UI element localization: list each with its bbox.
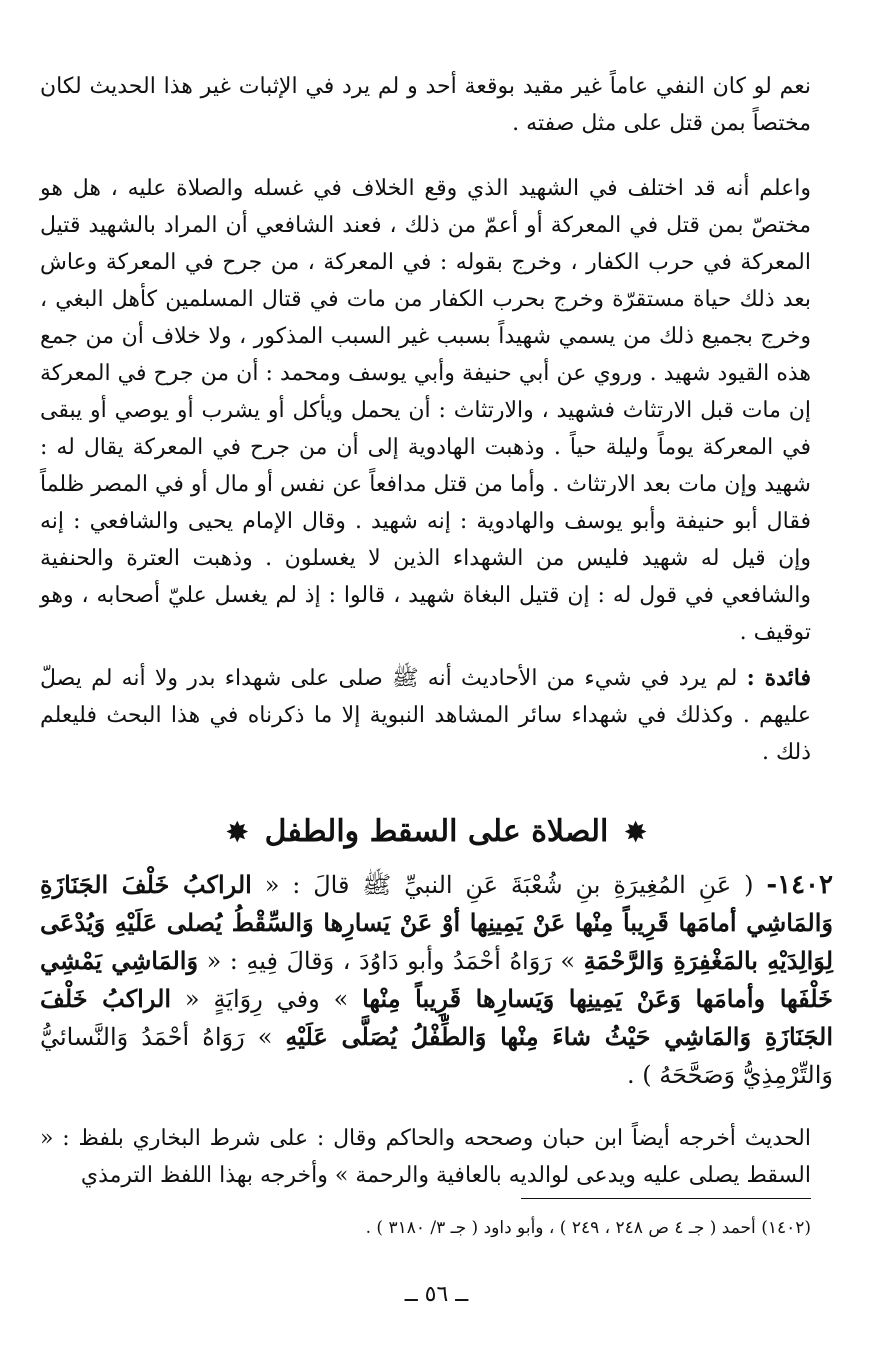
hadith-number: ١٤٠٢- bbox=[766, 870, 833, 900]
paragraph-martyr-discussion: واعلم أنه قد اختلف في الشهيد الذي وقع الخلاف في غسله والصلاة عليه ، هل هو مختصّ بمن قتل في المعركة أو أعمّ من ذلك ، فعند الشافعي أن المراد بالشهيد قتيل المعركة في حرب الكفار ، وخرج بقوله : في المعركة ، من جرح في المعركة وعاش بعد ذلك حياة مستقرّة وخرج بحرب الكفار من مات في قتال المسلمين كأهل البغي ، وخرج بجميع ذلك من يسمي شهيداً بسبب غير السبب المذكور ، ولا خلاف أن من جمع هذه القيود شهيد . وروي عن أبي حنيفة وأبي يوسف ومحمد : أن من جرح في المعركة إن مات قبل الارتثاث فشهيد ، والارتثاث : أن يحمل ويأكل أو يشرب أو يوصي أو يبقى في المعركة يوماً وليلة حياً . وذهبت الهادوية إلى أن من جرح في المعركة يقال له : شهيد وإن مات بعد الارتثاث . وأما من قتل مدافعاً عن نفس أو مال أو في المصر ظلماً فقال أبو حنيفة وأبو يوسف والهادوية : إنه شهيد . وقال الإمام يحيى والشافعي : إنه وإن قيل له شهيد فليس من الشهداء الذين لا يغسلون . وذهبت العترة والحنفية والشافعي في قول له : إن قتيل البغاة شهيد ، قالوا : إذ لم يغسل عليّ أصحابه ، وهو توقيف . bbox=[40, 176, 811, 645]
hadith-intro: ( عَنِ المُغِيرَةِ بنِ شُعْبَةَ عَنِ النبيِّ ﷺ قالَ : « bbox=[264, 871, 754, 899]
section-title: الصلاة على السقط والطفل bbox=[264, 814, 609, 849]
hadith-block bbox=[40, 866, 833, 1094]
paragraph-intro: نعم لو كان النفي عاماً غير مقيد بوقعة أحد و لم يرد في الإثبات غير هذا الحديث لكان مختصاً بمن قتل على مثل صفته . bbox=[40, 74, 811, 136]
paragraph-benefit bbox=[40, 660, 811, 771]
hadith-narration-2: » وفي رِوَايَةٍ « bbox=[184, 985, 349, 1013]
footnote-divider bbox=[521, 1198, 811, 1199]
benefit-text: لم يرد في شيء من الأحاديث أنه ﷺ صلى على شهداء بدر ولا أنه لم يصلّ عليهم . وكذلك في شهداء سائر المشاهد النبوية إلا ما ذكرناه في هذا البحث فليعلم ذلك . bbox=[40, 666, 811, 765]
ornament-star-icon: ✸ bbox=[226, 818, 249, 848]
benefit-label: فائدة : bbox=[746, 665, 811, 691]
footnote: (١٤٠٢) أحمد ( جـ ٤ ص ٢٤٨ ، ٢٤٩ ) ، وأبو داود ( جـ ٣/ ٣١٨٠ ) . bbox=[365, 1218, 811, 1238]
section-heading bbox=[0, 812, 873, 853]
page-number: ــ ٥٦ ــ bbox=[404, 1282, 469, 1307]
hadith-source: » رَوَاهُ أحْمَدُ وَالنَّسائيُّ وَالتِّرْمِذِيُّ وَصَحَّحَهُ ) . bbox=[40, 1023, 833, 1089]
hadith-text-3: الراكبُ خَلْفَ الجَنَازَةِ وَالمَاشِي حَيْثُ شاءَ مِنْها وَالطِّفْلُ يُصَلَّى عَلَيْهِ bbox=[40, 984, 833, 1051]
ornament-star-icon: ✸ bbox=[624, 818, 647, 848]
hadith-text-2: وَالمَاشِي يَمْشِي خَلْفَها وأمامَها وَعَنْ يَمِينِها وَيَسارِها قَرِيباً مِنْها bbox=[40, 946, 833, 1013]
paragraph-commentary: الحديث أخرجه أيضاً ابن حبان وصححه والحاكم وقال : على شرط البخاري بلفظ : « السقط يصلى عليه ويدعى لوالديه بالعافية والرحمة » وأخرجه بهذا اللفظ الترمذي bbox=[40, 1126, 811, 1188]
hadith-text-1: الراكبُ خَلْفَ الجَنَازَةِ وَالمَاشِي أمامَها قَرِيباً مِنْها عَنْ يَمِينِها أوْ عَنْ يَسارِها وَالسِّقْطُ يُصلى عَلَيْهِ وَيُدْعَى لِوَالِدَيْهِ بالمَغْفِرَةِ وَالرَّحْمَةِ bbox=[40, 870, 834, 975]
hadith-narration-1: » رَوَاهُ أحْمَدُ وأبو دَاوُدَ ، وَقالَ فِيهِ : « bbox=[206, 947, 576, 975]
